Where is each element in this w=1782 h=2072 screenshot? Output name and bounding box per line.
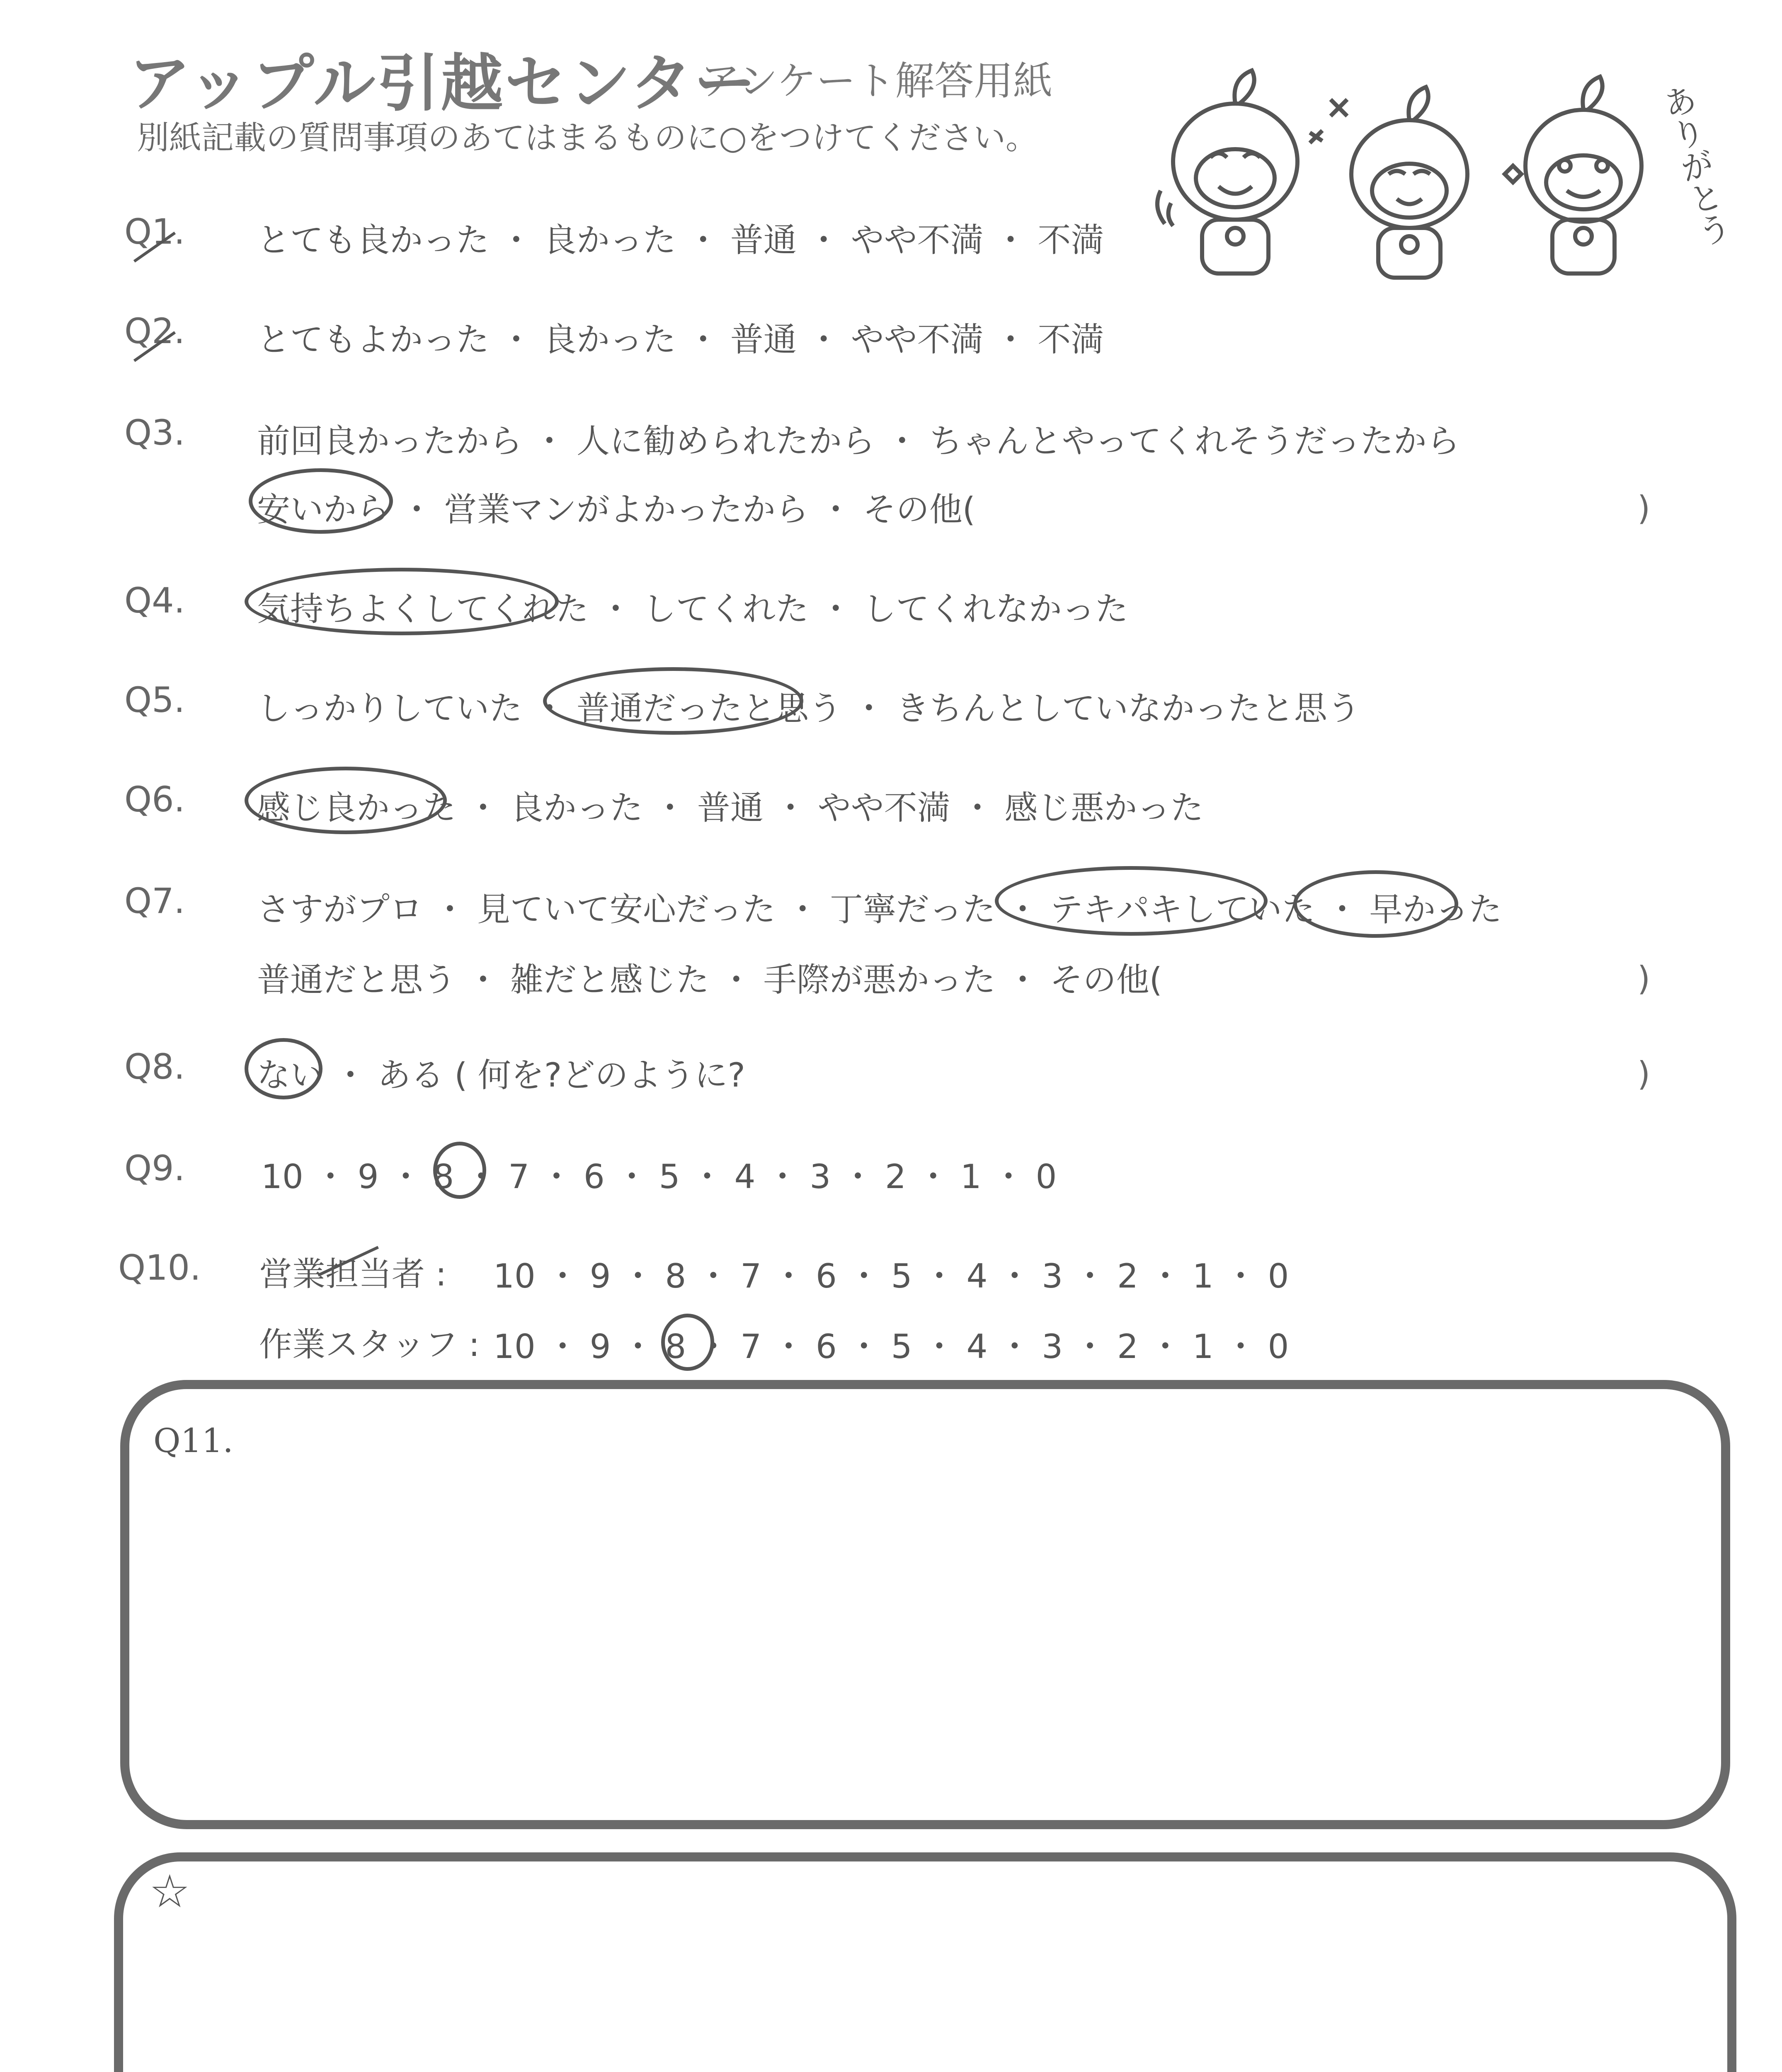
q6-answer-circle bbox=[245, 767, 447, 834]
q7-answer-circle-1 bbox=[995, 866, 1268, 936]
q7-label: Q7. bbox=[124, 881, 185, 921]
q8-close-paren: ) bbox=[1637, 1055, 1651, 1093]
q3-options-line1[interactable]: 前回良かったから ・ 人に勧められたから ・ ちゃんとやってくれそうだったから bbox=[257, 422, 1460, 460]
q2-options[interactable]: とてもよかった ・ 良かった ・ 普通 ・ やや不満 ・ 不満 bbox=[257, 320, 1104, 359]
q4-label: Q4. bbox=[124, 580, 185, 621]
q7-answer-circle-2 bbox=[1293, 870, 1458, 938]
q1-label: Q1. bbox=[124, 211, 185, 252]
q6-label: Q6. bbox=[124, 779, 185, 820]
q10-label: Q10. bbox=[118, 1247, 201, 1288]
q4-options[interactable]: 気持ちよくしてくれた ・ してくれた ・ してくれなかった bbox=[257, 590, 1128, 628]
form-title: アップル引越センター bbox=[128, 48, 758, 120]
star-comment-box[interactable] bbox=[114, 1852, 1736, 2072]
monkey-mascots-illustration bbox=[1152, 54, 1733, 286]
q8-options[interactable]: ない ・ ある ( 何を?どのように? bbox=[257, 1056, 745, 1094]
q10-staff-scale[interactable]: 10 ・ 9 ・ 8 ・ 7 ・ 6 ・ 5 ・ 4 ・ 3 ・ 2 ・ 1 ・ 0 bbox=[493, 1327, 1289, 1366]
q9-answer-circle bbox=[433, 1142, 486, 1199]
q10-sales-label: 営業担当者 : bbox=[259, 1255, 447, 1293]
q5-options[interactable]: しっかりしていた ・ 普通だったと思う ・ きちんとしていなかったと思う bbox=[257, 689, 1360, 728]
q8-label: Q8. bbox=[124, 1046, 185, 1087]
q10-sales-scale[interactable]: 10 ・ 9 ・ 8 ・ 7 ・ 6 ・ 5 ・ 4 ・ 3 ・ 2 ・ 1 ・ 0 bbox=[493, 1257, 1289, 1295]
q3-answer-circle bbox=[249, 468, 393, 534]
q5-answer-circle bbox=[543, 667, 803, 735]
q9-scale[interactable]: 10 ・ 9 ・ 8 ・ 7 ・ 6 ・ 5 ・ 4 ・ 3 ・ 2 ・ 1 ・ 0 bbox=[261, 1157, 1057, 1196]
q3-options-line2[interactable]: 安いから ・ 営業マンがよかったから ・ その他( bbox=[257, 490, 975, 529]
q2-label: Q2. bbox=[124, 311, 185, 351]
form-instruction: 別紙記載の質問事項のあてはまるものに○をつけてください。 bbox=[137, 119, 1038, 157]
q8-answer-circle bbox=[245, 1038, 322, 1099]
q5-label: Q5. bbox=[124, 680, 185, 720]
q7-options-line1[interactable]: さすがプロ ・ 見ていて安心だった ・ 丁寧だった ・ テキパキしていた ・ 早かった bbox=[257, 890, 1502, 929]
q10-staff-label: 作業スタッフ : bbox=[259, 1325, 480, 1364]
q3-close-paren: ) bbox=[1637, 489, 1651, 528]
q4-answer-circle bbox=[245, 568, 559, 635]
thanks-text: ありがとう bbox=[1654, 80, 1735, 251]
q9-label: Q9. bbox=[124, 1148, 185, 1188]
q3-label: Q3. bbox=[124, 412, 185, 453]
q11-label: Q11. bbox=[153, 1421, 233, 1460]
q6-options[interactable]: 感じ良かった ・ 良かった ・ 普通 ・ やや不満 ・ 感じ悪かった bbox=[257, 789, 1204, 827]
form-subtitle: アンケート解答用紙 bbox=[701, 58, 1053, 104]
q7-options-line2[interactable]: 普通だと思う ・ 雑だと感じた ・ 手際が悪かった ・ その他( bbox=[257, 961, 1162, 999]
q7-close-paren: ) bbox=[1637, 959, 1651, 998]
q10-staff-answer-circle bbox=[661, 1314, 714, 1371]
q11-comment-box[interactable] bbox=[120, 1380, 1730, 1829]
star-label: ☆ bbox=[149, 1865, 190, 1918]
q1-options[interactable]: とても良かった ・ 良かった ・ 普通 ・ やや不満 ・ 不満 bbox=[257, 221, 1104, 259]
